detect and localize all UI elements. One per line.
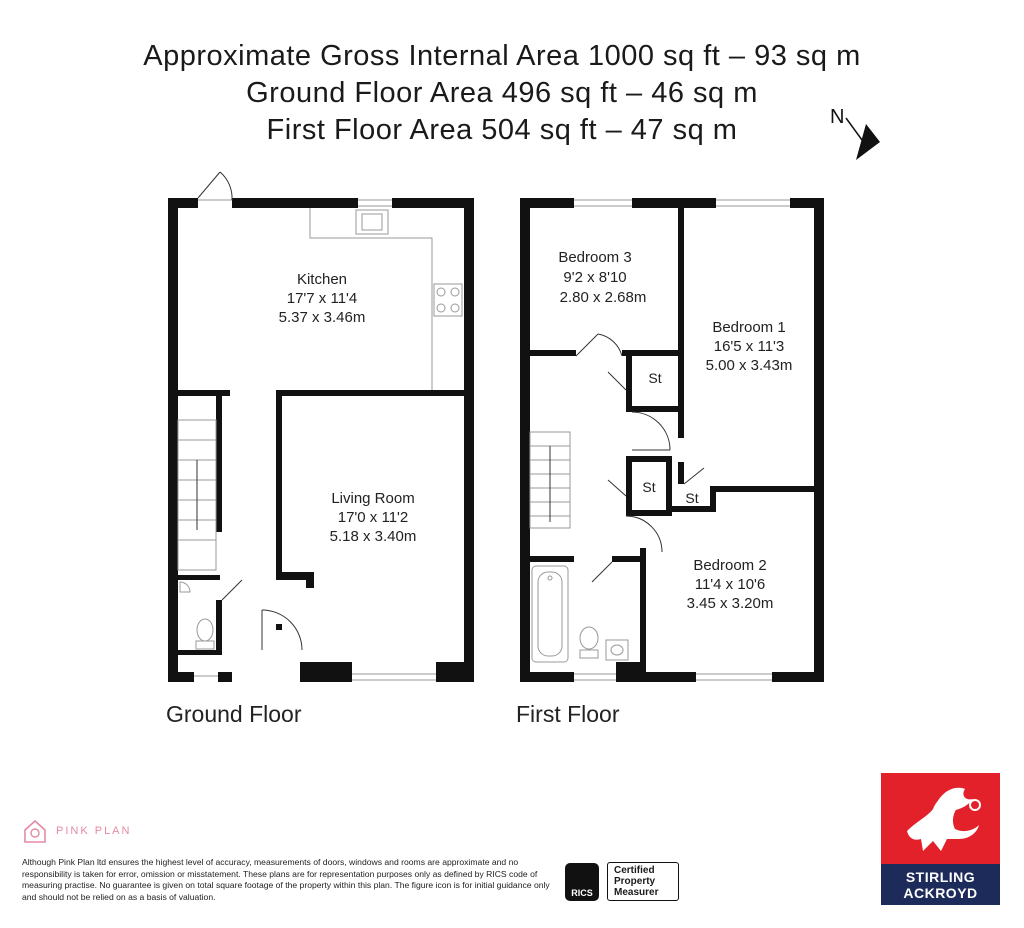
brand-line2: ACKROYD: [903, 885, 978, 901]
storage-label-3: St: [685, 490, 699, 506]
griffin-icon: [881, 773, 1000, 864]
rics-badge-label: RICS: [571, 887, 593, 898]
bedroom1-metric: 5.00 x 3.43m: [705, 357, 793, 374]
bedroom1-imperial: 16'5 x 11'3: [713, 338, 785, 355]
bedroom3-metric: 2.80 x 2.68m: [559, 289, 647, 306]
living-room-metric: 5.18 x 3.40m: [329, 528, 417, 545]
storage-label-1: St: [648, 370, 662, 386]
disclaimer-text: Although Pink Plan ltd ensures the highest level of accuracy, measurements of doors, windows and rooms are approximate and no responsibility is taken for error, omission or misstatement. These plans are for representation purposes only as defined by RICS code of measuring practise. No guarantee is given on total square footage of the property within this plan. The figure icon is for initial guidance only and should not be relied on as a basis of valuation.: [22, 857, 550, 902]
gross-area-text: Approximate Gross Internal Area 1000 sq ft – 93 sq m: [143, 40, 861, 72]
pinkplan-logo: [22, 818, 131, 844]
pinkplan-house-icon: [22, 818, 48, 844]
stirling-ackroyd-logo: [881, 773, 1000, 905]
rics-line1: Certified: [614, 865, 655, 876]
rics-line3: Measurer: [614, 887, 659, 898]
bedroom2-imperial: 11'4 x 10'6: [694, 576, 766, 593]
kitchen-imperial: 17'7 x 11'4: [286, 290, 358, 307]
living-room-imperial: 17'0 x 11'2: [337, 509, 409, 526]
north-arrow-icon: [830, 106, 880, 160]
kitchen-metric: 5.37 x 3.46m: [278, 309, 366, 326]
kitchen-name: Kitchen: [296, 271, 348, 288]
rics-certified-badge: [565, 862, 679, 901]
north-label: N: [830, 106, 845, 128]
bedroom2-name: Bedroom 2: [693, 557, 767, 574]
bedroom3-imperial: 9'2 x 8'10: [563, 269, 627, 286]
ground-area-text: Ground Floor Area 496 sq ft – 46 sq m: [246, 77, 758, 109]
storage-label-2: St: [642, 479, 656, 495]
bedroom2-metric: 3.45 x 3.20m: [686, 595, 774, 612]
first-floor-label: First Floor: [516, 701, 620, 727]
rics-certification-text: [607, 862, 679, 901]
brand-name: [881, 864, 1000, 905]
bedroom3-name: Bedroom 3: [558, 249, 632, 266]
brand-line1: STIRLING: [905, 869, 976, 885]
rics-line2: Property: [614, 876, 656, 887]
ground-floor-label: Ground Floor: [166, 701, 302, 727]
living-room-name: Living Room: [331, 490, 415, 507]
rics-logo-icon: [565, 863, 599, 901]
first-area-text: First Floor Area 504 sq ft – 47 sq m: [266, 114, 738, 146]
pinkplan-text: PINK PLAN: [56, 825, 132, 837]
bedroom1-name: Bedroom 1: [712, 319, 786, 336]
